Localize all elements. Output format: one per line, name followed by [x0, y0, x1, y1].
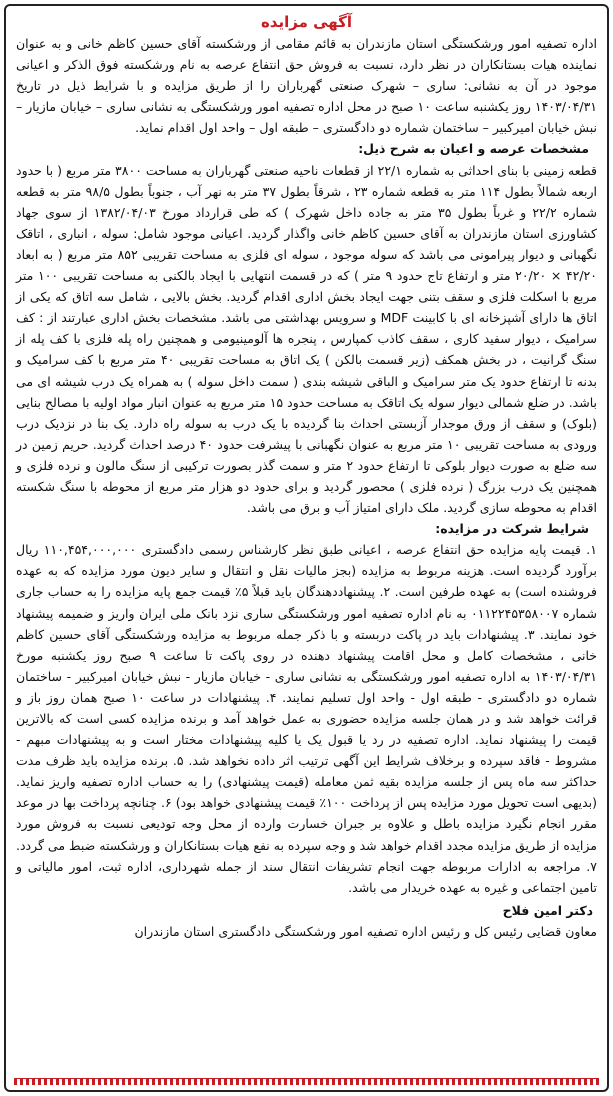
- notice-intro: اداره تصفیه امور ورشکستگی استان مازندران به قائم مقامی از ورشکسته آقای حسین کاظم خانی و به عنوان نماینده هیات بستانکاران در نظر دارد، نسبت به فروش حق انتفاع عرصه به نام ورشکسته فوق الذکر و اعیانی موجود در آن به نشانی: ساری – شهرک صنعتی گهرباران را از طریق مزایده و با شرایط ذیل در تاریخ ۱۴۰۳/۰۴/۳۱ روز یکشنبه ساعت ۱۰ صبح در محل اداره تصفیه امور ورشکستگی به نشانی ساری – خیابان مازیار – نبش خیابان امیرکبیر – ساختمان شماره دو دادگستری – طبقه اول – واحد اول اقدام نماید.: [16, 36, 598, 136]
- conditions-text: ۱. قیمت پایه مزایده حق انتفاع عرصه ، اعیانی طبق نظر کارشناس رسمی دادگستری ۱۱۰,۴۵۴,۰۰۰,۰۰۰ ریال برآورد گردیده است. هزینه مربوط به مزایده (بجز مالیات نقل و انتقال و سایر دیون مورد مزایده که به عهده فروشنده است) به عهده طرفین است. ۲. پیشنهاددهندگان باید قبلاً ۵٪ قیمت جمع پایه مزایده را به حساب جاری شماره ۰۱۱۲۲۴۵۳۵۸۰۰۷ به نام اداره تصفیه امور ورشکستگی ساری نزد بانک ملی ایران واریز و ضمیمه پیشنهاد خود نمایند. ۳. پیشنهادات باید در پاکت دربسته و با ذکر جمله مربوط به مزایده ورشکستگی آقای حسین کاظم خانی ، مشخصات کامل و محل اقامت پیشنهاد دهنده در روی پاکت تا ساعت ۹ صبح روز یکشنبه مورخ ۱۴۰۳/۰۴/۳۱ به اداره تصفیه امور ورشکستگی به نشانی ساری - خیابان مازیار - نبش خیابان امیرکبیر - ساختمان شماره دو دادگستری - طبقه اول - واحد اول تسلیم نمایند. ۴. پیشنهادات در ساعت ۱۰ صبح همان روز باز و قرائت خواهد شد و در همان جلسه مزایده حضوری به عمل خواهد آمد و برنده مزایده کسی است که بالاترین قیمت را پیشنهاد نماید. اداره تصفیه در رد یا قبول یک یا کلیه پیشنهادات مختار است و به پیشنهادات مبهم - مشروط - فاقد سپرده و برخلاف شرایط این آگهی ترتیب اثر داده نخواهد شد. ۵. برنده مزایده باید ظرف مدت حداکثر سه ماه پس از جلسه مزایده بقیه ثمن معامله (قیمت پیشنهادی) را به حساب اداره تصفیه واریز نماید. (بدیهی است تحویل مورد مزایده پس از پرداخت ۱۰۰٪ قیمت پیشنهادی خواهد بود) ۶. چنانچه پرداخت بها در موعد مقرر انجام نگیرد مزایده باطل و علاوه بر جبران خسارت وارده از محل وجه تودیعی نسبت به فروش مورد مزایده از طریق مزایده مجدد اقدام خواهد شد و وجه سپرده به نفع هیات بستانکاران و ورشکسته ضبط می گردد. ۷. مراجعه به ادارات مربوطه جهت انجام تشریفات انتقال سند از جمله شهرداری، اداره ثبت، امور مالیاتی و تامین اجتماعی و غیره به عهده خریدار می باشد.: [16, 542, 597, 895]
- notice-title: آگهی مزایده: [260, 13, 353, 31]
- signature-title: معاون قضایی رئیس کل و رئیس اداره تصفیه امور ورشکستگی دادگستری استان مازندران: [134, 923, 597, 939]
- signature-block: [16, 900, 597, 942]
- notice-frame: [4, 4, 609, 1092]
- conditions-heading: شرایط شرکت در مزایده:: [435, 521, 589, 537]
- specs-text: قطعه زمینی با بنای احداثی به شماره ۲۲/۱ از قطعات ناحیه صنعتی گهرباران به مساحت ۳۸۰۰ متر مربع ( با حدود اربعه شمالاً بطول ۱۱۴ متر به قطعه شماره ۲۳ ، شرقاً بطول ۳۷ متر به نهر آب ، جنوباً بطول ۹۸/۵ متر به قطعه شماره ۲۲/۲ و غرباً بطول ۳۵ متر به جاده داخل شهرک ) که طی قرارداد مورخ ۱۳۸۲/۰۴/۰۳ از سوی جهاد کشاورزی استان مازندران به آقای حسین کاظم خانی واگذار گردید. اعیانی موجود شامل: سوله ، انباری ، اتاقک نگهبانی و دیوار پیرامونی می باشد که سوله موجود ، سوله ای فلزی به مساحت تقریبی ۸۵۲ متر مربع ( به ابعاد ۴۲/۲۰ × ۲۰/۲۰ متر و ارتفاع تاج حدود ۹ متر ) که در قسمت انتهایی با ایجاد بالکنی به مساحت تقریبی ۱۰۰ متر مربع با اسکلت فلزی و سقف بتنی جهت ایجاد بخش اداری اقدام گردید. بخش بالایی ، شامل سه اتاق که یکی از اتاق ها دارای آشپزخانه ای با کابینت MDF و سرویس بهداشتی می باشد. مشخصات بخش اداری عبارتند از : کف سرامیک ، دیوار سفید کاری ، سقف کاذب کمپارس ، پنجره ها آلومینیومی و همچنین راه پله فلزی با کف پله از سنگ گرانیت ، در بخش همکف (زیر قسمت بالکن ) یک اتاق به مساحت تقریبی ۴۰ متر مربع با کف سرامیک و بدنه تا ارتفاع حدود یک متر سرامیک و الباقی شیشه بندی ( سمت داخل سوله ) به همراه یک درب شیشه ای می باشد. در ضلع شمالی دیوار سوله یک اتاقک به مساحت حدود ۱۵ متر مربع به عنوان انبار مواد اولیه با مصالح بنایی (بلوک) و سقف از ورق موجدار آزبستی احداث بنا گردیده با یک درب به سوله راه دارد. یک بنا در نزدیک درب ورودی به مساحت تقریبی ۱۰ متر مربع به عنوان نگهبانی با پیشرفت حدود ۴۰ درصد احداث گردید. حریم زمین در سه ضلع به صورت دیوار بلوکی تا ارتفاع حدود ۲ متر و سمت گذر بصورت ترکیبی از سنگ مالون و نرده فلزی و همچنین یک درب بزرگ ( نرده فلزی ) محصور گردید و برای حدود دو هزار متر مربع از محوطه با سنگ شکسته اقدام به محوطه سازی گردید. ملک دارای امتیاز آب و برق می باشد.: [16, 162, 598, 516]
- specs-heading: مشخصات عرصه و اعیان به شرح ذیل:: [358, 141, 589, 157]
- bottom-decorative-stripe: [14, 1078, 599, 1085]
- signature-name: دکتر امین فلاح: [502, 902, 593, 918]
